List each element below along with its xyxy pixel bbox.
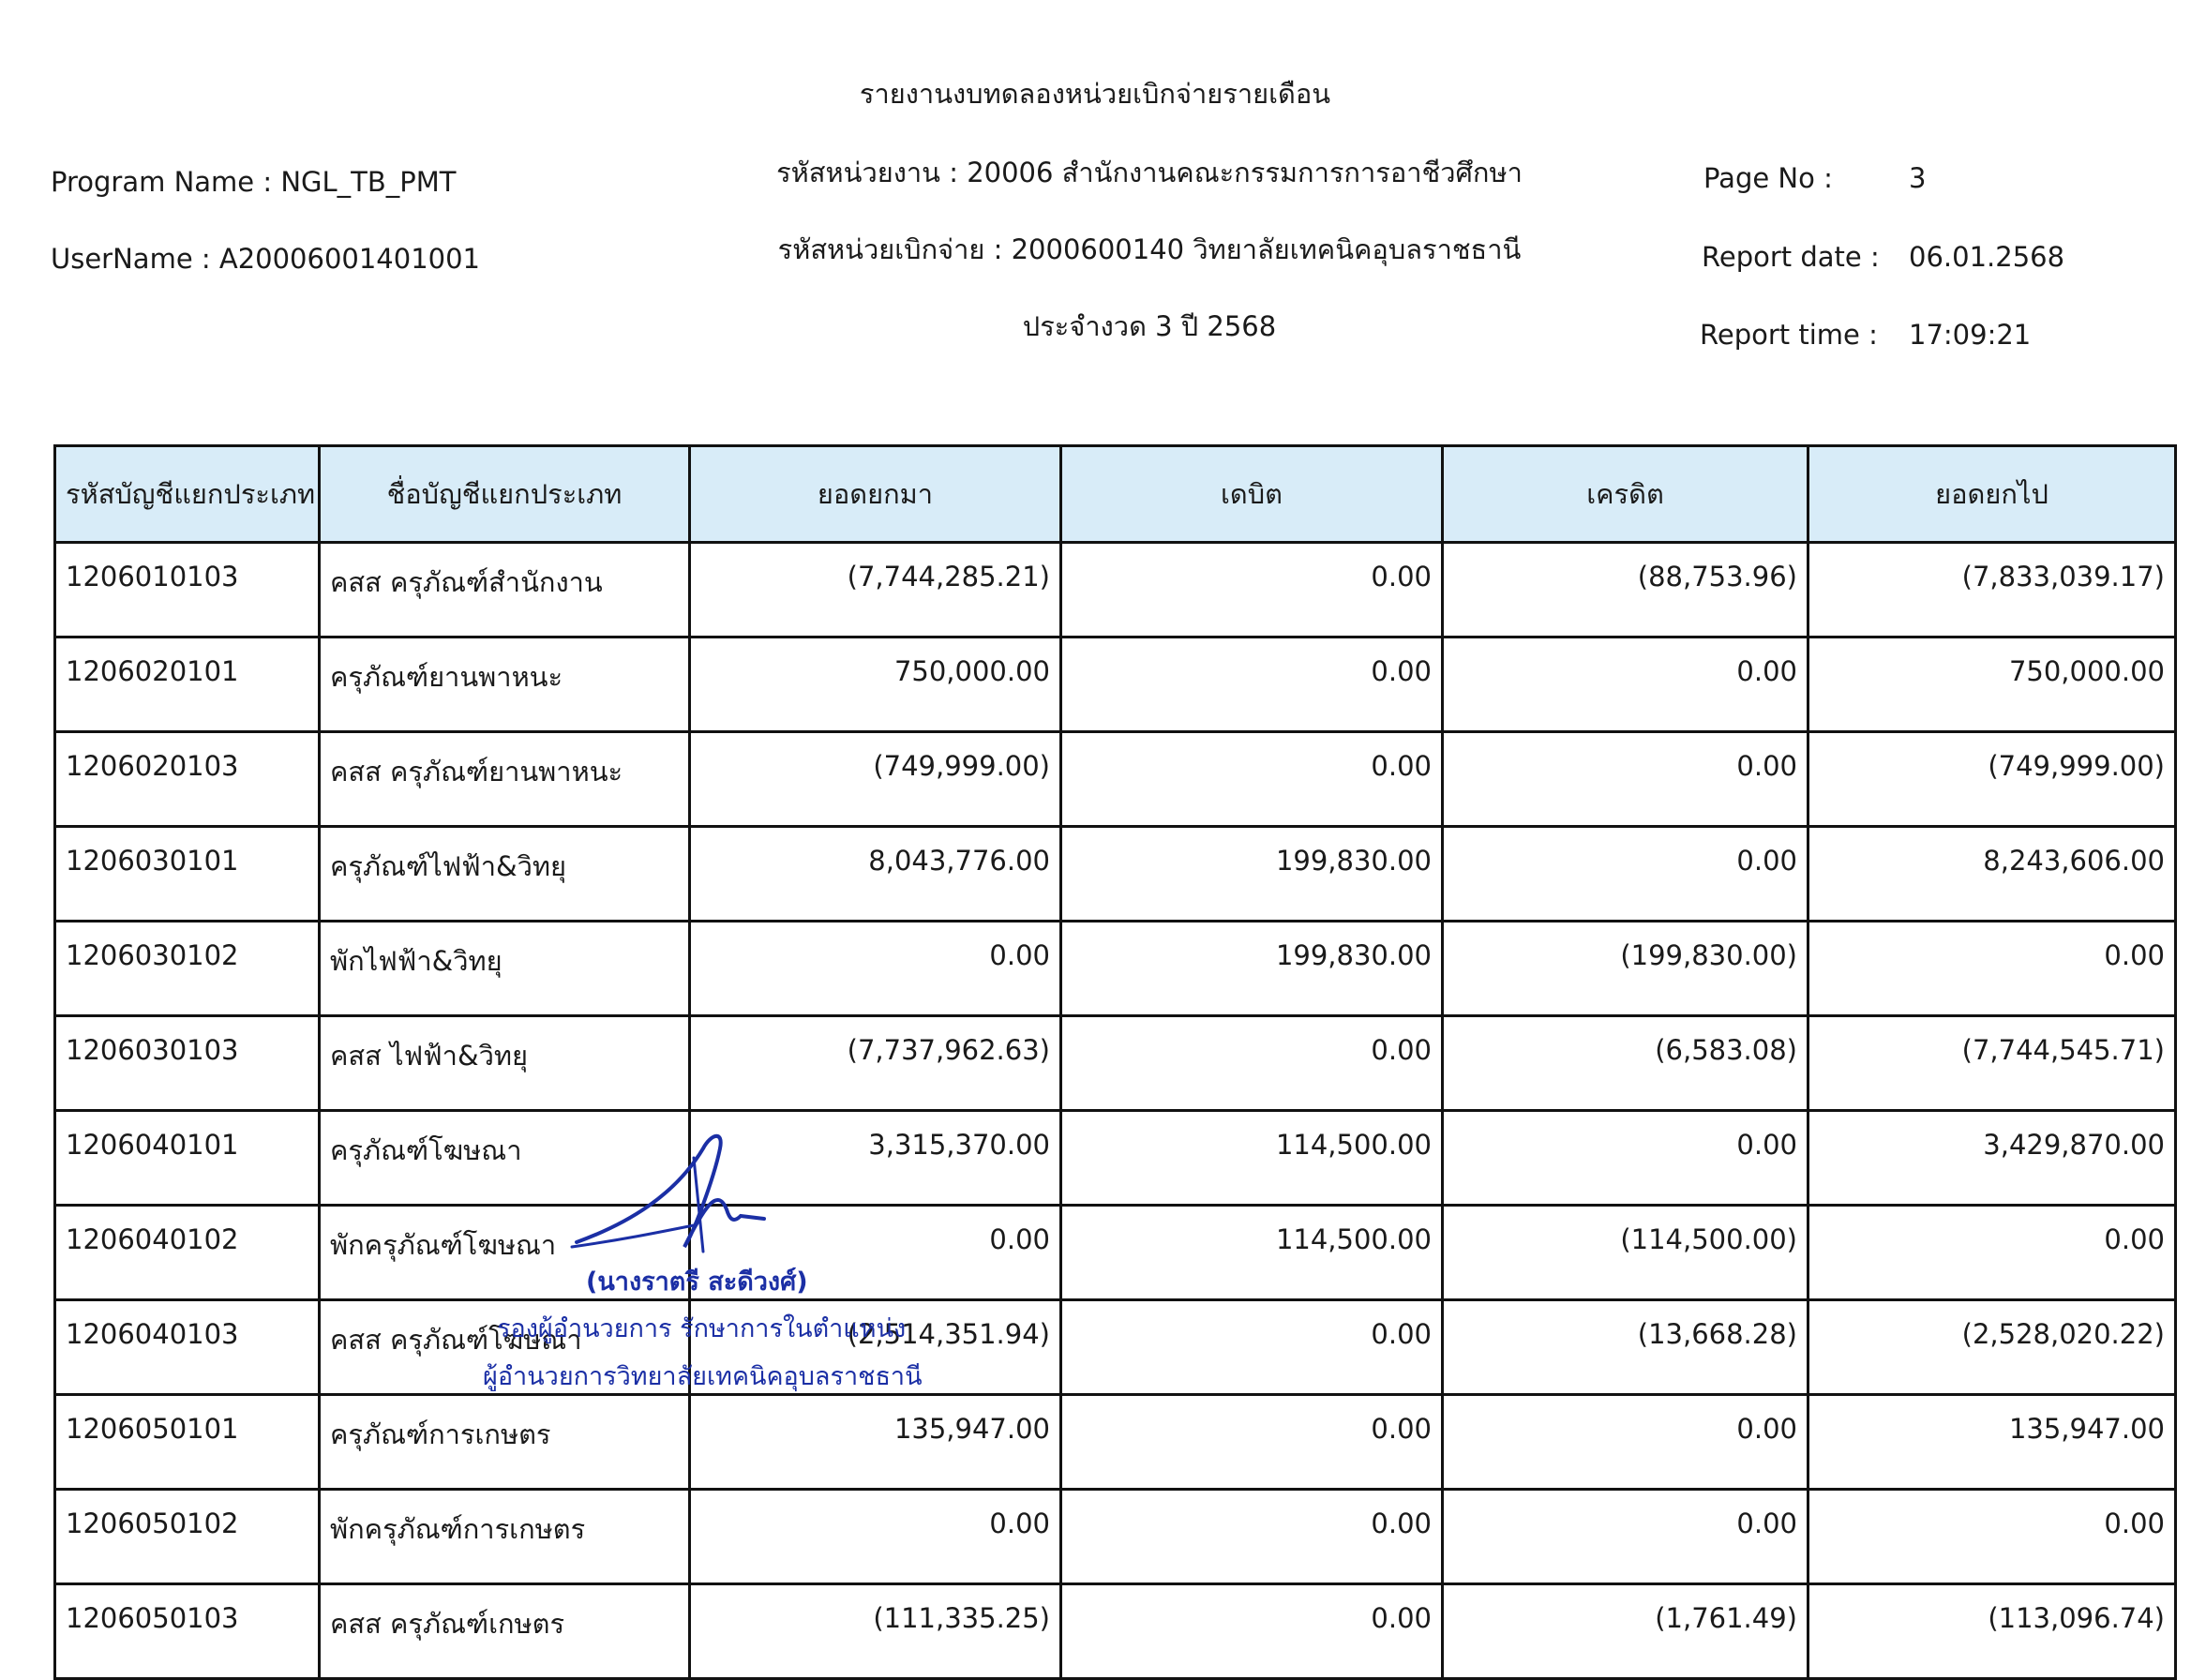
account-name-cell: พักครุภัณฑ์การเกษตร bbox=[320, 1490, 690, 1584]
account-name-cell: พักครุภัณฑ์โฆษณา bbox=[320, 1206, 690, 1300]
brought-forward-cell: 3,315,370.00 bbox=[690, 1111, 1061, 1206]
account-code-cell: 1206040102 bbox=[55, 1206, 320, 1300]
account-name-cell: คสส ครุภัณฑ์โฆษณา bbox=[320, 1300, 690, 1395]
debit-cell: 0.00 bbox=[1061, 1395, 1443, 1490]
debit-cell: 0.00 bbox=[1061, 1490, 1443, 1584]
brought-forward-cell: 0.00 bbox=[690, 922, 1061, 1016]
account-code-cell: 1206030102 bbox=[55, 922, 320, 1016]
credit-cell: (88,753.96) bbox=[1443, 543, 1808, 638]
credit-cell: (6,583.08) bbox=[1443, 1016, 1808, 1111]
disbursing-unit: รหัสหน่วยเบิกจ่าย : 2000600140 วิทยาลัยเทคนิคอุบลราชธานี bbox=[777, 233, 1522, 265]
credit-cell: 0.00 bbox=[1443, 732, 1808, 827]
carried-forward-cell: 0.00 bbox=[1808, 1490, 2176, 1584]
carried-forward-cell: (749,999.00) bbox=[1808, 732, 2176, 827]
account-name-cell: ครุภัณฑ์ไฟฟ้า&วิทยุ bbox=[320, 827, 690, 922]
report-time-label: Report time : bbox=[1700, 319, 1878, 351]
table-header-row bbox=[55, 446, 2176, 543]
credit-cell: 0.00 bbox=[1443, 1395, 1808, 1490]
credit-cell: 0.00 bbox=[1443, 1490, 1808, 1584]
account-code-cell: 1206050103 bbox=[55, 1584, 320, 1679]
account-code-cell: 1206030103 bbox=[55, 1016, 320, 1111]
account-name-cell: พักไฟฟ้า&วิทยุ bbox=[320, 922, 690, 1016]
brought-forward-cell: (749,999.00) bbox=[690, 732, 1061, 827]
debit-cell: 0.00 bbox=[1061, 543, 1443, 638]
stamp-position-line1: รองผู้อำนวยการ รักษาการในตำแหน่ง bbox=[497, 1314, 907, 1343]
brought-forward-cell: (7,744,285.21) bbox=[690, 543, 1061, 638]
table-row bbox=[55, 922, 2176, 1016]
col-header-account-code: รหัสบัญชีแยกประเภท bbox=[55, 446, 320, 543]
carried-forward-cell: (113,096.74) bbox=[1808, 1584, 2176, 1679]
username: UserName : A20006001401001 bbox=[51, 243, 481, 275]
brought-forward-cell: (7,737,962.63) bbox=[690, 1016, 1061, 1111]
report-time-value: 17:09:21 bbox=[1909, 319, 2032, 351]
table-row bbox=[55, 827, 2176, 922]
account-code-cell: 1206010103 bbox=[55, 543, 320, 638]
account-code-cell: 1206040101 bbox=[55, 1111, 320, 1206]
col-header-account-name: ชื่อบัญชีแยกประเภท bbox=[320, 446, 690, 543]
carried-forward-cell: 0.00 bbox=[1808, 1206, 2176, 1300]
credit-cell: 0.00 bbox=[1443, 827, 1808, 922]
stamp-position-line2: ผู้อำนวยการวิทยาลัยเทคนิคอุบลราชธานี bbox=[483, 1362, 923, 1391]
table-row bbox=[55, 1490, 2176, 1584]
debit-cell: 0.00 bbox=[1061, 638, 1443, 732]
brought-forward-cell: 0.00 bbox=[690, 1206, 1061, 1300]
brought-forward-cell: 8,043,776.00 bbox=[690, 827, 1061, 922]
table-row bbox=[55, 1016, 2176, 1111]
col-header-brought-forward: ยอดยกมา bbox=[690, 446, 1061, 543]
account-name-cell: คสส ครุภัณฑ์เกษตร bbox=[320, 1584, 690, 1679]
debit-cell: 199,830.00 bbox=[1061, 827, 1443, 922]
table-row bbox=[55, 732, 2176, 827]
account-name-cell: ครุภัณฑ์การเกษตร bbox=[320, 1395, 690, 1490]
account-name-cell: คสส ครุภัณฑ์สำนักงาน bbox=[320, 543, 690, 638]
trial-balance-table bbox=[53, 444, 2177, 1680]
page-no-value: 3 bbox=[1909, 162, 1927, 194]
brought-forward-cell: (111,335.25) bbox=[690, 1584, 1061, 1679]
brought-forward-cell: 135,947.00 bbox=[690, 1395, 1061, 1490]
table-row bbox=[55, 543, 2176, 638]
account-code-cell: 1206050101 bbox=[55, 1395, 320, 1490]
col-header-carried-forward: ยอดยกไป bbox=[1808, 446, 2176, 543]
debit-cell: 0.00 bbox=[1061, 732, 1443, 827]
account-name-cell: คสส ไฟฟ้า&วิทยุ bbox=[320, 1016, 690, 1111]
table-row bbox=[55, 1206, 2176, 1300]
period: ประจำงวด 3 ปี 2568 bbox=[1022, 310, 1277, 342]
carried-forward-cell: (7,833,039.17) bbox=[1808, 543, 2176, 638]
debit-cell: 199,830.00 bbox=[1061, 922, 1443, 1016]
brought-forward-cell: (2,514,351.94) bbox=[690, 1300, 1061, 1395]
account-name-cell: ครุภัณฑ์โฆษณา bbox=[320, 1111, 690, 1206]
stamp-name: (นางราตรี สะดีวงศ์) bbox=[586, 1268, 808, 1297]
credit-cell: (1,761.49) bbox=[1443, 1584, 1808, 1679]
account-name-cell: ครุภัณฑ์ยานพาหนะ bbox=[320, 638, 690, 732]
account-name-cell: คสส ครุภัณฑ์ยานพาหนะ bbox=[320, 732, 690, 827]
table-row bbox=[55, 1111, 2176, 1206]
debit-cell: 114,500.00 bbox=[1061, 1206, 1443, 1300]
col-header-debit: เดบิต bbox=[1061, 446, 1443, 543]
program-name: Program Name : NGL_TB_PMT bbox=[51, 166, 457, 198]
credit-cell: (199,830.00) bbox=[1443, 922, 1808, 1016]
account-code-cell: 1206030101 bbox=[55, 827, 320, 922]
agency-code: รหัสหน่วยงาน : 20006 สำนักงานคณะกรรมการการอาชีวศึกษา bbox=[776, 157, 1523, 188]
table-row bbox=[55, 1584, 2176, 1679]
carried-forward-cell: 8,243,606.00 bbox=[1808, 827, 2176, 922]
carried-forward-cell: 0.00 bbox=[1808, 922, 2176, 1016]
debit-cell: 0.00 bbox=[1061, 1300, 1443, 1395]
account-code-cell: 1206020101 bbox=[55, 638, 320, 732]
table-row bbox=[55, 638, 2176, 732]
table-row bbox=[55, 1300, 2176, 1395]
carried-forward-cell: (7,744,545.71) bbox=[1808, 1016, 2176, 1111]
brought-forward-cell: 750,000.00 bbox=[690, 638, 1061, 732]
credit-cell: (13,668.28) bbox=[1443, 1300, 1808, 1395]
account-code-cell: 1206040103 bbox=[55, 1300, 320, 1395]
report-title: รายงานงบทดลองหน่วยเบิกจ่ายรายเดือน bbox=[859, 78, 1331, 110]
carried-forward-cell: 750,000.00 bbox=[1808, 638, 2176, 732]
credit-cell: (114,500.00) bbox=[1443, 1206, 1808, 1300]
credit-cell: 0.00 bbox=[1443, 638, 1808, 732]
col-header-credit: เครดิต bbox=[1443, 446, 1808, 543]
account-code-cell: 1206050102 bbox=[55, 1490, 320, 1584]
brought-forward-cell: 0.00 bbox=[690, 1490, 1061, 1584]
carried-forward-cell: (2,528,020.22) bbox=[1808, 1300, 2176, 1395]
debit-cell: 114,500.00 bbox=[1061, 1111, 1443, 1206]
page-no-label: Page No : bbox=[1703, 162, 1833, 194]
report-date-label: Report date : bbox=[1702, 241, 1880, 273]
table-row bbox=[55, 1395, 2176, 1490]
debit-cell: 0.00 bbox=[1061, 1584, 1443, 1679]
report-date-value: 06.01.2568 bbox=[1909, 241, 2065, 273]
debit-cell: 0.00 bbox=[1061, 1016, 1443, 1111]
account-code-cell: 1206020103 bbox=[55, 732, 320, 827]
carried-forward-cell: 135,947.00 bbox=[1808, 1395, 2176, 1490]
carried-forward-cell: 3,429,870.00 bbox=[1808, 1111, 2176, 1206]
credit-cell: 0.00 bbox=[1443, 1111, 1808, 1206]
